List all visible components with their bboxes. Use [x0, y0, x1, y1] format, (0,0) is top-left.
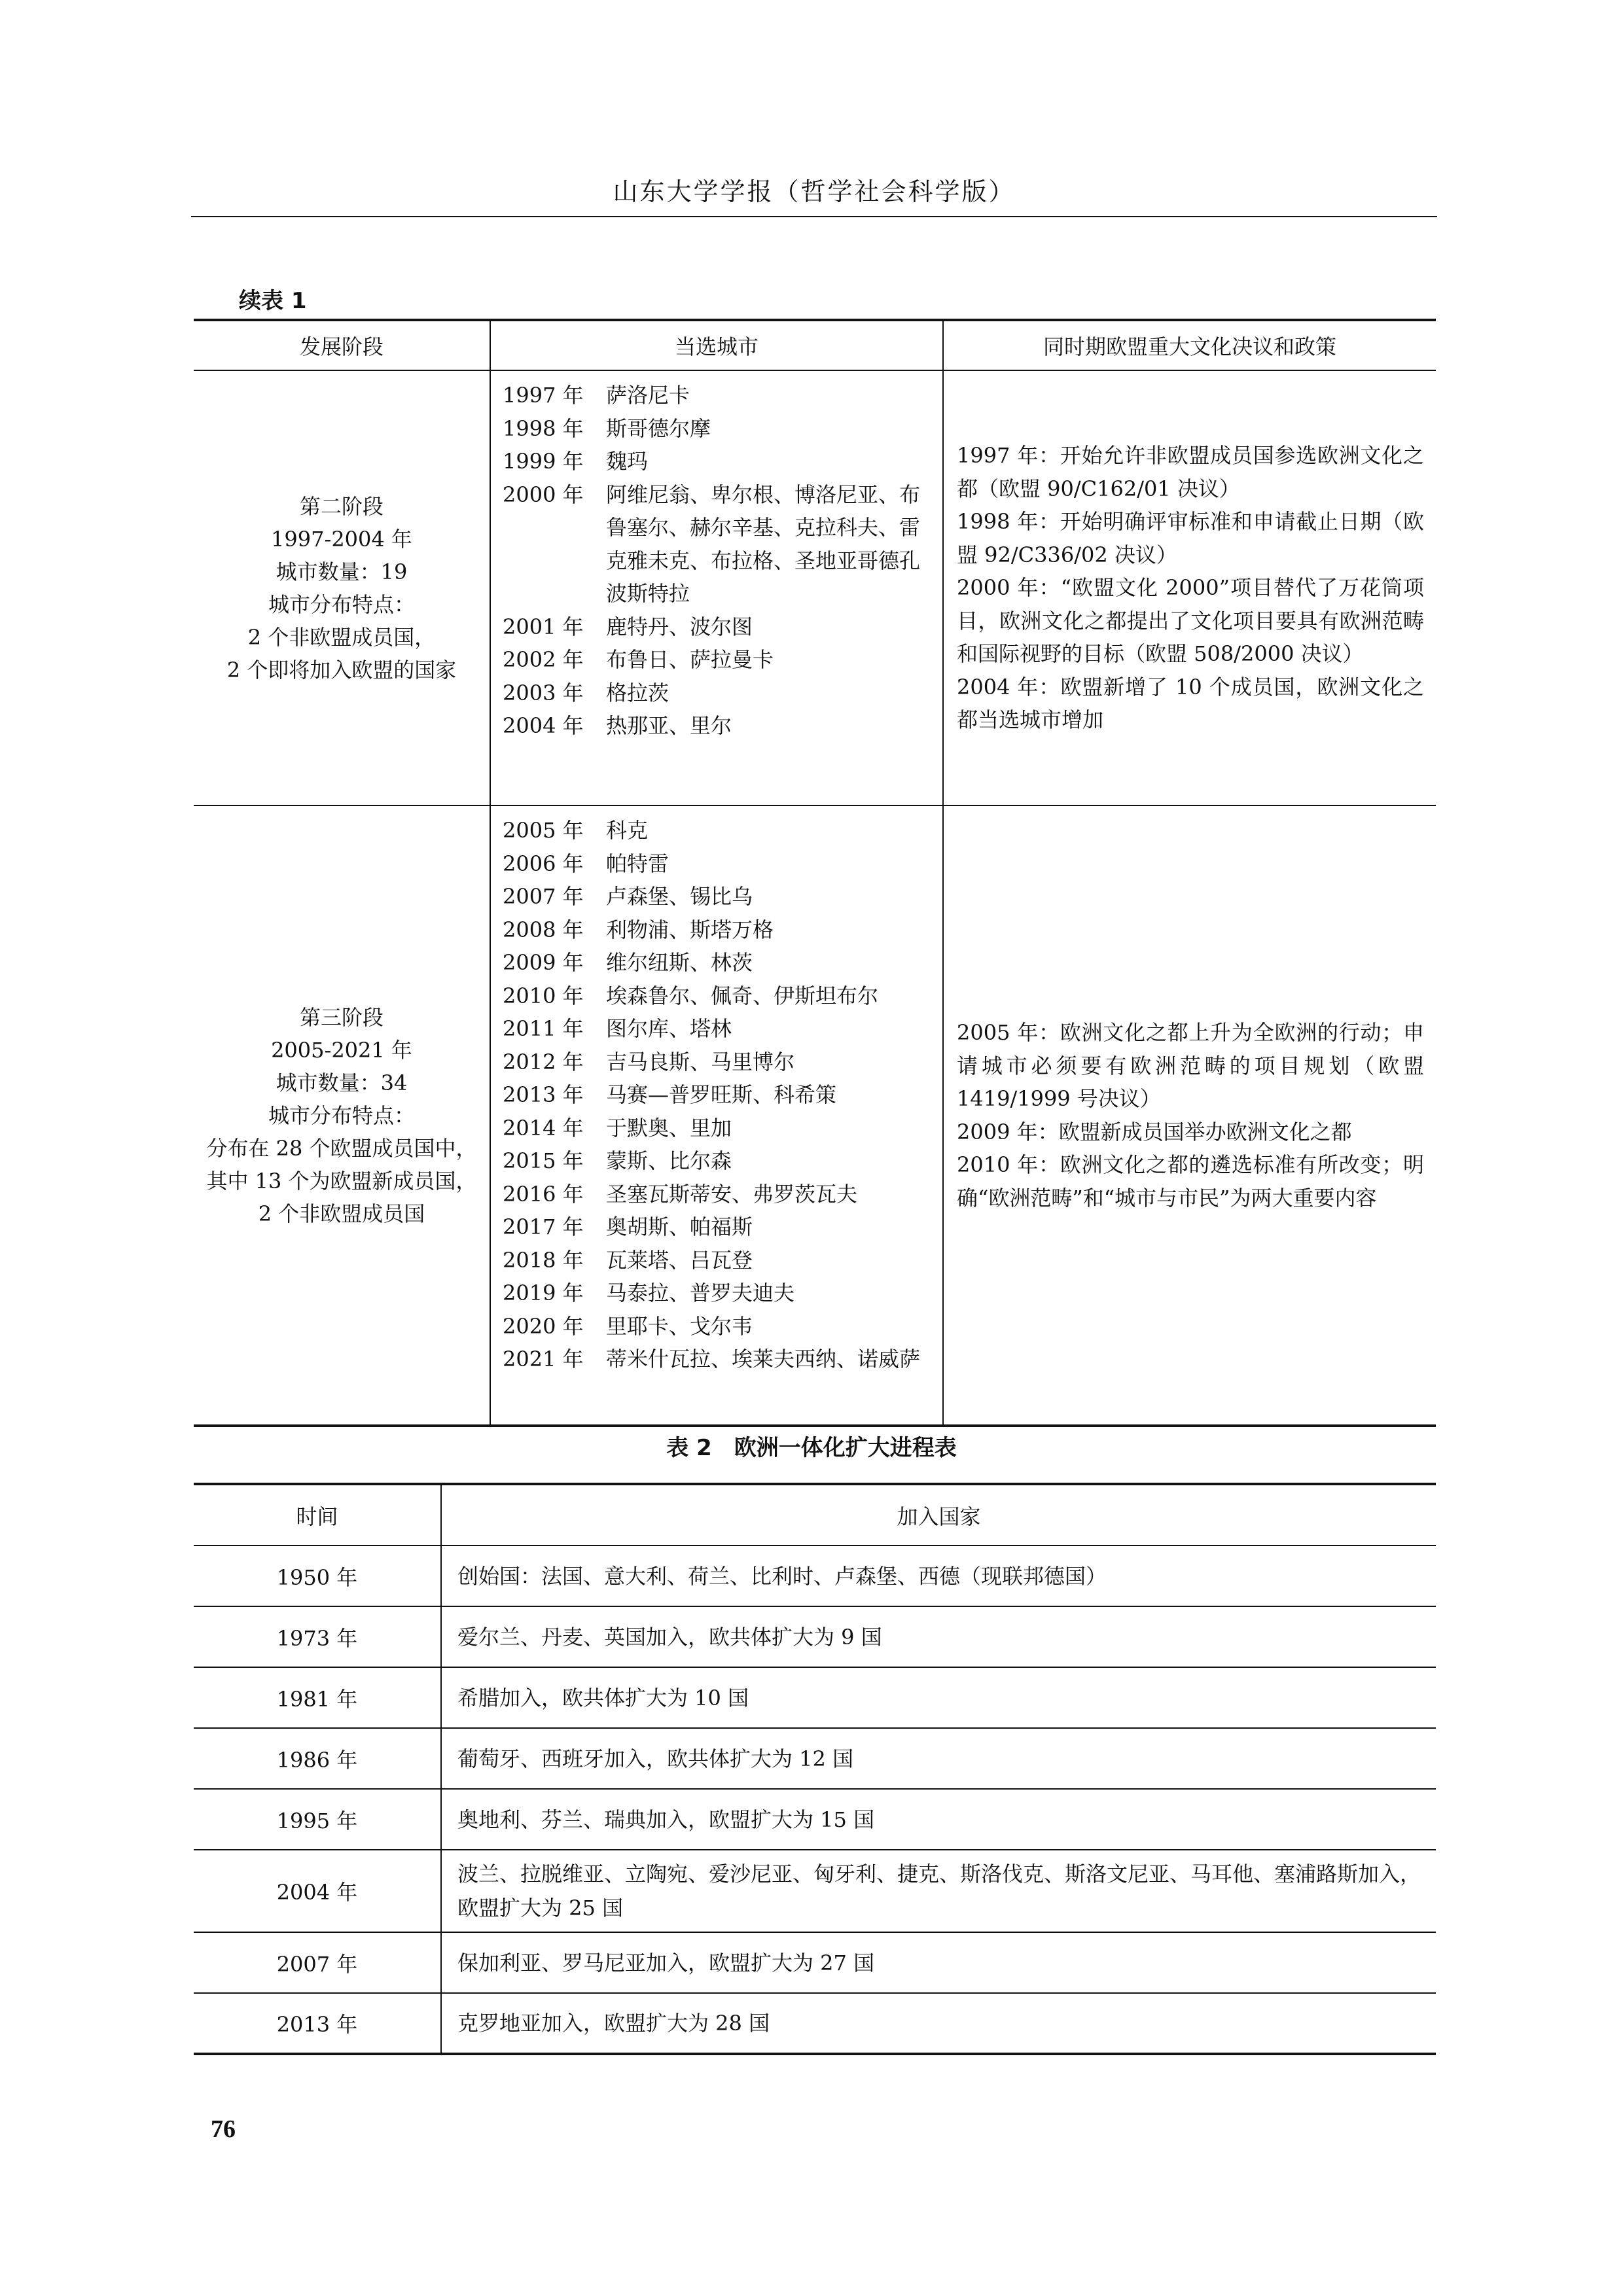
stage3-description	[194, 805, 490, 1426]
stage2-cities	[490, 370, 943, 805]
city-entry	[503, 1310, 942, 1343]
city-year: 2003 年	[503, 680, 584, 705]
city-entry	[503, 478, 942, 610]
city-entry	[503, 880, 942, 913]
city-names: 马赛—普罗旺斯、科希策	[606, 1082, 837, 1107]
city-entry	[503, 1178, 942, 1211]
stage-line: 第三阶段	[299, 1004, 383, 1030]
city-entry	[503, 1277, 942, 1310]
row-year: 1981 年	[194, 1667, 441, 1728]
stage3-cities	[490, 805, 943, 1426]
city-entry	[503, 610, 942, 644]
city-names: 图尔库、塔林	[606, 1016, 732, 1041]
table2-caption: 表 2 欧洲一体化扩大进程表	[666, 1435, 957, 1461]
city-year: 2009 年	[503, 950, 584, 975]
city-entry	[503, 643, 942, 677]
city-year: 1999 年	[503, 449, 584, 474]
city-names: 圣塞瓦斯蒂安、弗罗茨瓦夫	[606, 1181, 858, 1207]
table-row	[194, 1789, 1436, 1850]
row-countries: 葡萄牙、西班牙加入，欧共体扩大为 12 国	[441, 1728, 1436, 1789]
city-year: 2020 年	[503, 1313, 584, 1339]
table1-header-row	[194, 320, 1436, 370]
city-year: 2006 年	[503, 851, 584, 876]
table1	[194, 319, 1436, 1427]
stage-line: 城市数量：19	[276, 559, 408, 584]
stage-line: 其中 13 个为欧盟新成员国，	[206, 1168, 477, 1193]
city-names: 热那亚、里尔	[606, 713, 732, 738]
city-year: 2014 年	[503, 1115, 584, 1140]
city-year: 2001 年	[503, 614, 584, 639]
city-names: 里耶卡、戈尔韦	[606, 1313, 753, 1339]
stage-line: 城市分布特点：	[268, 1103, 415, 1128]
table-row	[194, 1993, 1436, 2054]
table1-col-policies: 同时期欧盟重大文化决议和政策	[943, 320, 1436, 370]
city-year: 2011 年	[503, 1016, 584, 1041]
row-year: 1986 年	[194, 1728, 441, 1789]
city-entry	[503, 1244, 942, 1277]
city-entry	[503, 1112, 942, 1145]
row-countries: 克罗地亚加入，欧盟扩大为 28 国	[441, 1993, 1436, 2054]
city-names: 魏玛	[606, 449, 649, 474]
stage2-policies	[943, 370, 1436, 805]
table1-col-cities: 当选城市	[490, 320, 943, 370]
city-year: 2017 年	[503, 1214, 584, 1239]
table-row	[194, 1606, 1436, 1667]
city-names: 瓦莱塔、吕瓦登	[606, 1247, 753, 1273]
row-year: 2007 年	[194, 1932, 441, 1993]
city-names: 维尔纽斯、林茨	[606, 950, 753, 975]
city-year: 2007 年	[503, 884, 584, 909]
city-names: 吉马良斯、马里博尔	[606, 1049, 795, 1074]
city-entry	[503, 847, 942, 881]
city-names: 科克	[606, 818, 649, 843]
city-entry	[503, 412, 942, 446]
table-row	[194, 1850, 1436, 1932]
city-year: 2012 年	[503, 1049, 584, 1074]
stage-line: 1997-2004 年	[271, 526, 412, 552]
row-year: 2004 年	[194, 1850, 441, 1932]
city-names: 马泰拉、普罗夫迪夫	[606, 1280, 795, 1305]
city-year: 2019 年	[503, 1280, 584, 1305]
table1-col-stage: 发展阶段	[194, 320, 490, 370]
page-number: 76	[211, 2115, 236, 2143]
row-year: 1973 年	[194, 1606, 441, 1667]
stage-line: 2 个即将加入欧盟的国家	[226, 657, 457, 682]
stage3-policies	[943, 805, 1436, 1426]
table2-col-countries: 加入国家	[441, 1484, 1436, 1545]
policy-item: 2004 年：欧盟新增了 10 个成员国，欧洲文化之都当选城市增加	[957, 674, 1424, 733]
city-entry	[503, 1343, 942, 1376]
table1-caption: 续表 1	[239, 288, 307, 314]
city-year: 2004 年	[503, 713, 584, 738]
city-names: 帕特雷	[606, 851, 669, 876]
city-names: 阿维尼翁、卑尔根、博洛尼亚、布鲁塞尔、赫尔辛基、克拉科夫、雷克雅未克、布拉格、圣地亚哥德孔波斯特拉	[606, 482, 921, 606]
city-year: 2002 年	[503, 647, 584, 672]
policy-item: 1998 年：开始明确评审标准和申请截止日期（欧盟 92/C336/02 决议）	[957, 509, 1424, 567]
table-row	[194, 1545, 1436, 1606]
city-names: 鹿特丹、波尔图	[606, 614, 753, 639]
stage-line: 2 个非欧盟成员国，	[247, 624, 436, 650]
table2	[194, 1483, 1436, 2055]
table1-row-stage2	[194, 370, 1436, 805]
city-entry	[503, 1210, 942, 1244]
stage-line: 第二阶段	[299, 493, 383, 519]
stage-line: 2 个非欧盟成员国	[258, 1201, 425, 1226]
stage-line: 城市分布特点：	[268, 592, 415, 617]
city-names: 利物浦、斯塔万格	[606, 917, 774, 942]
city-names: 奥胡斯、帕福斯	[606, 1214, 753, 1239]
policy-item: 2000 年：“欧盟文化 2000”项目替代了万花筒项目，欧洲文化之都提出了文化项目要具有欧洲范畴和国际视野的目标（欧盟 508/2000 决议）	[957, 575, 1424, 667]
city-names: 埃森鲁尔、佩奇、伊斯坦布尔	[606, 983, 879, 1008]
city-names: 布鲁日、萨拉曼卡	[606, 647, 774, 672]
city-year: 2000 年	[503, 482, 584, 507]
city-year: 2010 年	[503, 983, 584, 1008]
city-names: 萨洛尼卡	[606, 383, 690, 408]
row-countries: 希腊加入，欧共体扩大为 10 国	[441, 1667, 1436, 1728]
city-entry	[503, 946, 942, 980]
row-countries: 保加利亚、罗马尼亚加入，欧盟扩大为 27 国	[441, 1932, 1436, 1993]
stage-line: 城市数量：34	[276, 1070, 408, 1095]
city-names: 蒂米什瓦拉、埃莱夫西纳、诺威萨	[606, 1347, 921, 1371]
city-entry	[503, 1078, 942, 1112]
city-names: 于默奥、里加	[606, 1115, 732, 1140]
journal-header: 山东大学学报（哲学社会科学版）	[613, 177, 1016, 206]
row-year: 2013 年	[194, 1993, 441, 2054]
row-countries: 波兰、拉脱维亚、立陶宛、爱沙尼亚、匈牙利、捷克、斯洛伐克、斯洛文尼亚、马耳他、塞浦路斯加入，欧盟扩大为 25 国	[441, 1850, 1436, 1932]
policy-item: 2010 年：欧洲文化之都的遴选标准有所改变；明确“欧洲范畴”和“城市与市民”为两大重要内容	[957, 1152, 1424, 1210]
city-year: 2005 年	[503, 818, 584, 843]
city-entry	[503, 1012, 942, 1046]
city-year: 2013 年	[503, 1082, 584, 1107]
policy-item: 1997 年：开始允许非欧盟成员国参选欧洲文化之都（欧盟 90/C162/01 决议）	[957, 443, 1424, 501]
city-entry	[503, 677, 942, 710]
city-year: 2008 年	[503, 917, 584, 942]
city-entry	[503, 445, 942, 478]
city-entry	[503, 980, 942, 1013]
row-year: 1950 年	[194, 1545, 441, 1606]
table2-header-row	[194, 1484, 1436, 1545]
city-year: 1997 年	[503, 383, 584, 408]
city-entry	[503, 1144, 942, 1178]
policy-item: 2009 年：欧盟新成员国举办欧洲文化之都	[957, 1119, 1352, 1144]
city-year: 1998 年	[503, 415, 584, 441]
city-entry	[503, 814, 942, 847]
city-names: 卢森堡、锡比乌	[606, 884, 753, 909]
table-row	[194, 1667, 1436, 1728]
city-names: 斯哥德尔摩	[606, 415, 711, 441]
row-countries: 爱尔兰、丹麦、英国加入，欧共体扩大为 9 国	[441, 1606, 1436, 1667]
city-entry	[503, 709, 942, 743]
policy-item: 2005 年：欧洲文化之都上升为全欧洲的行动；申请城市必须要有欧洲范畴的项目规划（欧盟 1419/1999 号决议）	[957, 1020, 1424, 1111]
city-year: 2018 年	[503, 1247, 584, 1273]
stage-line: 2005-2021 年	[271, 1037, 412, 1063]
table-row	[194, 1728, 1436, 1789]
city-names: 蒙斯、比尔森	[606, 1148, 732, 1173]
city-year: 2021 年	[503, 1347, 584, 1371]
table2-col-time: 时间	[194, 1484, 441, 1545]
city-entry	[503, 913, 942, 947]
city-entry	[503, 1046, 942, 1079]
city-entry	[503, 379, 942, 412]
city-names: 格拉茨	[606, 680, 669, 705]
row-countries: 奥地利、芬兰、瑞典加入，欧盟扩大为 15 国	[441, 1789, 1436, 1850]
city-year: 2016 年	[503, 1181, 584, 1207]
table1-row-stage3	[194, 805, 1436, 1426]
header-rule	[191, 216, 1437, 217]
city-year: 2015 年	[503, 1148, 584, 1173]
stage-line: 分布在 28 个欧盟成员国中，	[206, 1135, 477, 1161]
row-year: 1995 年	[194, 1789, 441, 1850]
row-countries: 创始国：法国、意大利、荷兰、比利时、卢森堡、西德（现联邦德国）	[441, 1545, 1436, 1606]
table-row	[194, 1932, 1436, 1993]
stage2-description	[194, 370, 490, 805]
